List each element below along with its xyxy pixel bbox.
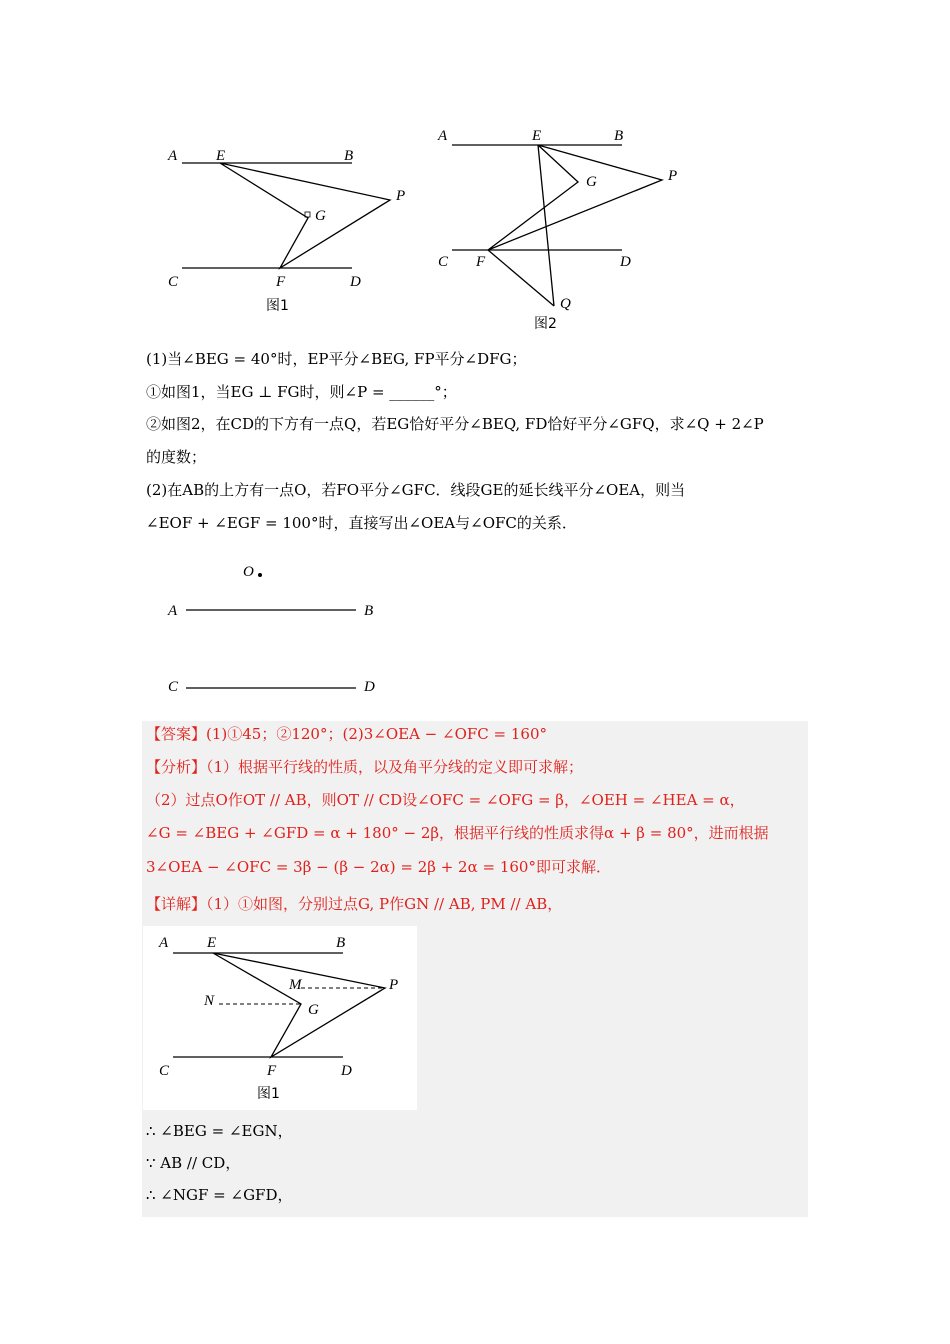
fig2-label-d: D <box>620 254 631 270</box>
question-1-part-2-line-1: ②如图2，在CD的下方有一点Q，若EG恰好平分∠BEQ, FD恰好平分∠GFQ，求∠Q + 2∠P <box>146 415 764 433</box>
question-1-head: (1)当∠BEG = 40°时，EP平分∠BEG, FP平分∠DFG； <box>146 350 527 368</box>
fig4-label-b: B <box>336 935 346 951</box>
fig3-label-a: A <box>168 603 178 619</box>
figure-2 <box>430 120 700 335</box>
fig2-label-c: C <box>438 254 449 270</box>
step-line-1: ∴ ∠BEG = ∠EGN， <box>146 1122 293 1140</box>
analysis-line-1: 【分析】（1）根据平行线的性质，以及角平分线的定义即可求解； <box>146 758 584 776</box>
fig4-label-d: D <box>341 1063 352 1079</box>
step-line-3: ∴ ∠NGF = ∠GFD， <box>146 1186 293 1204</box>
fig2-label-f: F <box>476 254 486 270</box>
fig4-label-m: M <box>289 977 302 993</box>
fig4-label-c: C <box>159 1063 170 1079</box>
detail-line-1: 【详解】（1）①如图，分别过点G, P作GN // AB, PM // AB， <box>146 895 563 913</box>
fig1-label-e: E <box>216 148 226 164</box>
figure-3 <box>160 555 400 700</box>
fig2-label-q: Q <box>560 296 571 312</box>
step-line-2: ∵ AB // CD， <box>146 1154 241 1172</box>
fig3-label-d: D <box>364 679 375 695</box>
fig4-label-a: A <box>159 935 169 951</box>
fig1-label-a: A <box>168 148 178 164</box>
analysis-line-2: （2）过点O作OT // AB，则OT // CD设∠OFC = ∠OFG = β，∠OEH = ∠HEA = α， <box>146 791 745 809</box>
fig2-label-a: A <box>438 128 448 144</box>
fig1-label-p: P <box>396 188 406 204</box>
analysis-line-3: ∠G = ∠BEG + ∠GFD = α + 180° − 2β，根据平行线的性质求得α + β = 80°，进而根据 <box>146 824 769 842</box>
fig3-label-b: B <box>364 603 374 619</box>
fig4-label-n: N <box>204 993 215 1009</box>
fig1-label-g: G <box>315 208 326 224</box>
fig3-label-c: C <box>168 679 179 695</box>
question-2-line-2: ∠EOF + ∠EGF = 100°时，直接写出∠OEA与∠OFC的关系． <box>146 514 577 532</box>
fig2-label-e: E <box>532 128 542 144</box>
fig1-label-b: B <box>344 148 354 164</box>
figure-1 <box>160 140 420 320</box>
question-2-line-1: (2)在AB的上方有一点O，若FO平分∠GFC．线段GE的延长线平分∠OEA，则当 <box>146 481 686 499</box>
fig2-label-g: G <box>586 174 597 190</box>
fig3-label-o: O <box>243 564 254 580</box>
fig4-label-p: P <box>389 977 399 993</box>
fig1-label-f: F <box>276 274 286 290</box>
fig4-label-g: G <box>308 1002 319 1018</box>
analysis-line-4: 3∠OEA − ∠OFC = 3β − (β − 2α) = 2β + 2α = 160°即可求解． <box>146 858 611 876</box>
fig2-label-b: B <box>614 128 624 144</box>
fig2-caption: 图2 <box>534 316 557 332</box>
fig1-label-c: C <box>168 274 179 290</box>
figure-4 <box>143 926 417 1110</box>
fig2-label-p: P <box>668 168 678 184</box>
fig4-label-e: E <box>207 935 217 951</box>
fig4-label-f: F <box>267 1063 277 1079</box>
fig1-label-d: D <box>350 274 361 290</box>
fig1-caption: 图1 <box>266 298 289 314</box>
fig4-caption: 图1 <box>257 1086 280 1102</box>
question-1-part-2-line-2: 的度数； <box>146 448 207 466</box>
question-1-part-1: ①如图1，当EG ⊥ FG时，则∠P = ______°； <box>146 383 457 401</box>
answer-line: 【答案】(1)①45；②120°；(2)3∠OEA − ∠OFC = 160° <box>146 725 547 743</box>
